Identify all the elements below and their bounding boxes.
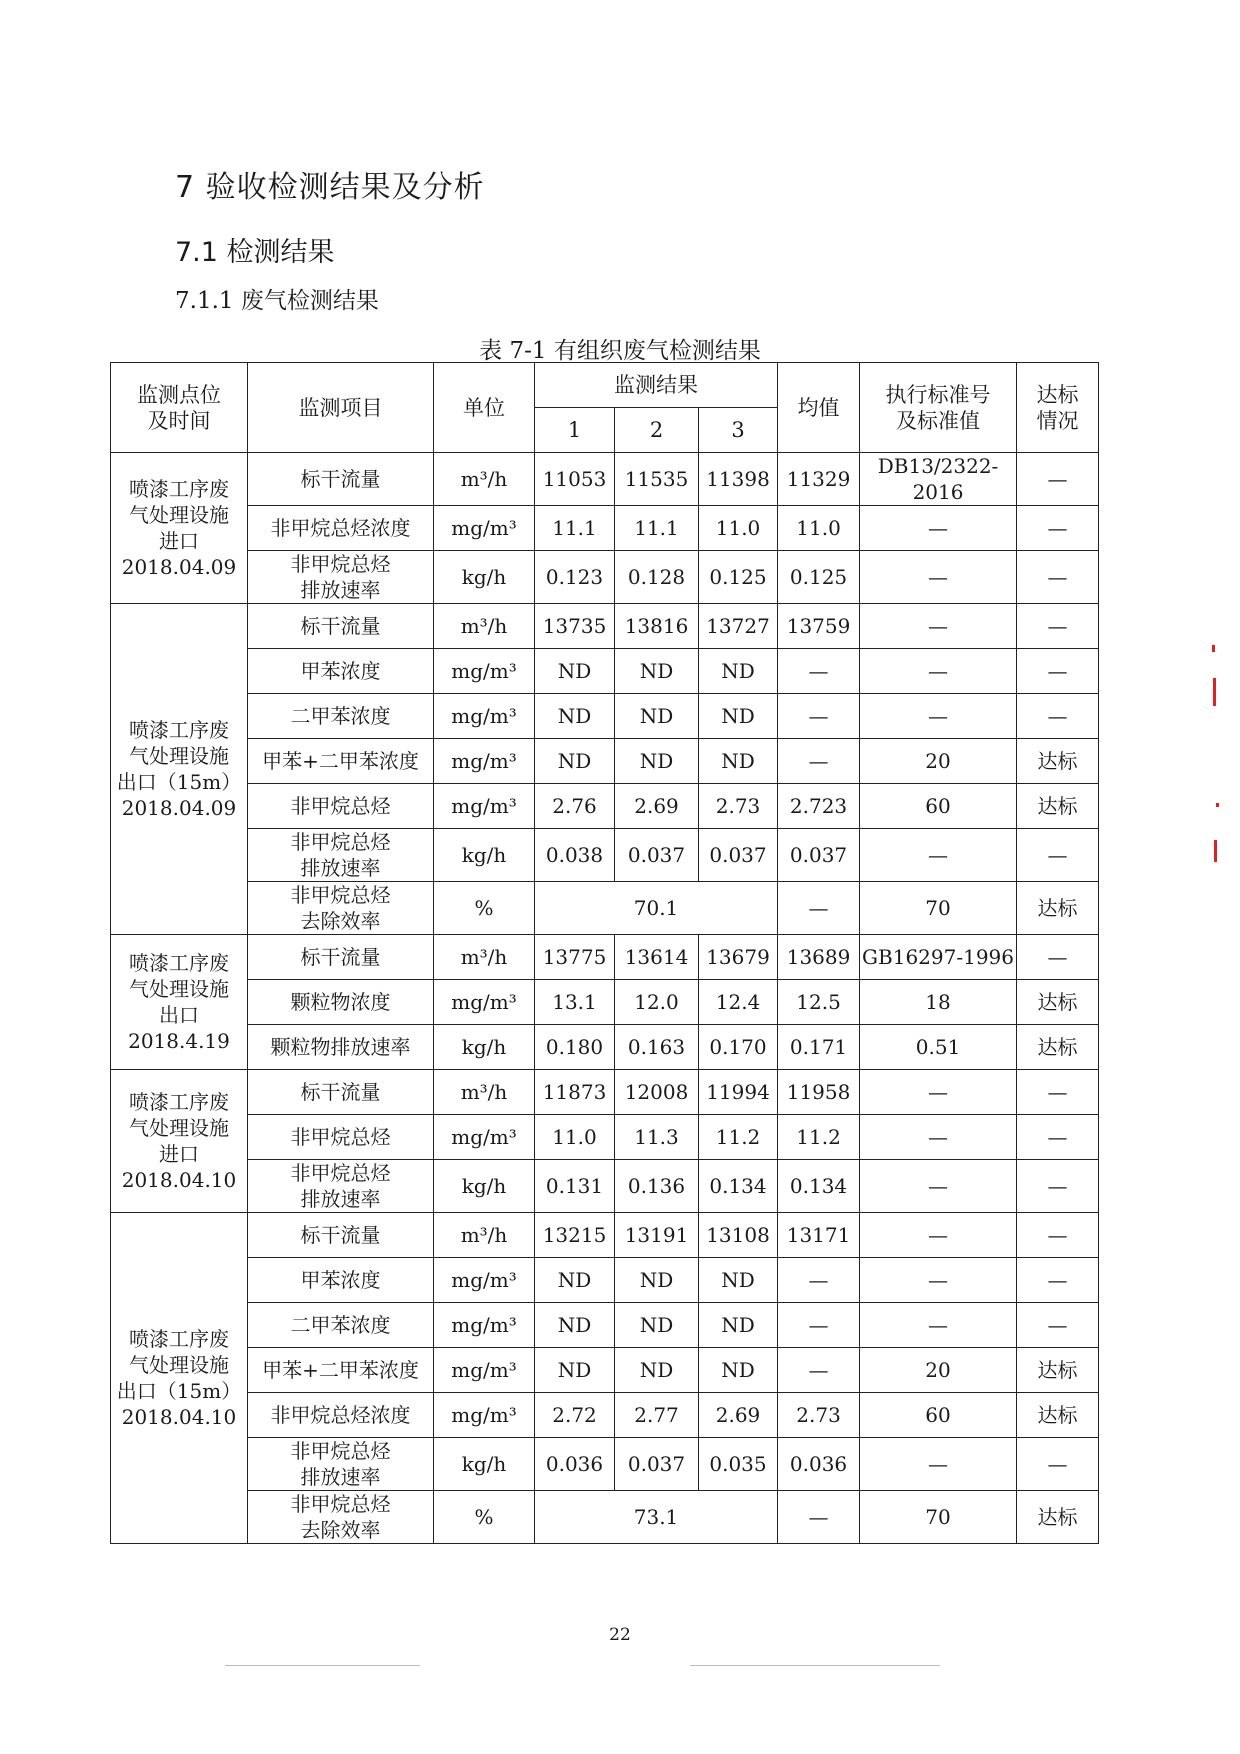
status-cell: 达标	[1017, 980, 1099, 1025]
header-result-3: 3	[699, 408, 778, 453]
table-row	[111, 935, 1099, 980]
standard-cell: —	[860, 1115, 1017, 1160]
result-cell: 2.77	[615, 1393, 699, 1438]
mean-cell: 0.171	[778, 1025, 860, 1070]
status-cell: —	[1017, 1303, 1099, 1348]
margin-mark	[1214, 840, 1217, 862]
header-result-1: 1	[535, 408, 615, 453]
item-cell: 二甲苯浓度	[248, 1303, 434, 1348]
subsection-heading: 7.1 检测结果	[175, 237, 335, 268]
unit-cell: %	[434, 882, 535, 935]
result-cell: 12.0	[615, 980, 699, 1025]
result-cell: ND	[535, 1303, 615, 1348]
standard-cell: 70	[860, 882, 1017, 935]
result-cell: 0.163	[615, 1025, 699, 1070]
result-cell: ND	[699, 739, 778, 784]
status-cell: —	[1017, 1213, 1099, 1258]
unit-cell: mg/m³	[434, 649, 535, 694]
result-cell: ND	[535, 649, 615, 694]
mean-cell: 0.036	[778, 1438, 860, 1491]
section-heading: 7 验收检测结果及分析	[175, 170, 485, 205]
result-cell: 11873	[535, 1070, 615, 1115]
table-row	[111, 1491, 1099, 1544]
table-row	[111, 604, 1099, 649]
result-cell: 0.136	[615, 1160, 699, 1213]
page-number: 22	[609, 1625, 631, 1645]
header-results: 监测结果	[535, 363, 778, 408]
result-cell: 11.1	[615, 506, 699, 551]
item-cell: 标干流量	[248, 1213, 434, 1258]
result-cell: 11.0	[699, 506, 778, 551]
table-row	[111, 1025, 1099, 1070]
subsubsection-heading: 7.1.1 废气检测结果	[175, 288, 379, 314]
standard-cell: —	[860, 1213, 1017, 1258]
status-cell: 达标	[1017, 739, 1099, 784]
result-cell: 0.125	[699, 551, 778, 604]
result-cell: ND	[615, 649, 699, 694]
unit-cell: kg/h	[434, 1025, 535, 1070]
standard-cell: —	[860, 1438, 1017, 1491]
result-cell: 2.69	[615, 784, 699, 829]
unit-cell: mg/m³	[434, 1303, 535, 1348]
result-cell: ND	[699, 694, 778, 739]
status-cell: 达标	[1017, 1393, 1099, 1438]
status-cell: —	[1017, 506, 1099, 551]
unit-cell: kg/h	[434, 551, 535, 604]
item-cell: 颗粒物浓度	[248, 980, 434, 1025]
item-cell: 非甲烷总烃 去除效率	[248, 1491, 434, 1544]
result-cell: 0.180	[535, 1025, 615, 1070]
mean-cell: —	[778, 739, 860, 784]
status-cell: —	[1017, 1115, 1099, 1160]
result-cell: ND	[615, 739, 699, 784]
standard-cell: 60	[860, 784, 1017, 829]
item-cell: 甲苯+二甲苯浓度	[248, 739, 434, 784]
merged-result-cell: 70.1	[535, 882, 778, 935]
status-cell: —	[1017, 1160, 1099, 1213]
standard-cell: 0.51	[860, 1025, 1017, 1070]
result-cell: 13727	[699, 604, 778, 649]
table-row	[111, 453, 1099, 506]
mean-cell: 11958	[778, 1070, 860, 1115]
mean-cell: 13759	[778, 604, 860, 649]
table-row	[111, 829, 1099, 882]
standard-cell: —	[860, 829, 1017, 882]
mean-cell: —	[778, 649, 860, 694]
status-cell: —	[1017, 1070, 1099, 1115]
result-cell: 11994	[699, 1070, 778, 1115]
header-mean: 均值	[778, 363, 860, 453]
result-cell: 2.76	[535, 784, 615, 829]
unit-cell: kg/h	[434, 1160, 535, 1213]
unit-cell: mg/m³	[434, 506, 535, 551]
standard-cell: 60	[860, 1393, 1017, 1438]
result-cell: 13215	[535, 1213, 615, 1258]
item-cell: 非甲烷总烃 排放速率	[248, 551, 434, 604]
result-cell: 11053	[535, 453, 615, 506]
result-cell: 13775	[535, 935, 615, 980]
result-cell: 13735	[535, 604, 615, 649]
result-cell: ND	[699, 1348, 778, 1393]
status-cell: —	[1017, 694, 1099, 739]
table-row	[111, 739, 1099, 784]
header-result-2: 2	[615, 408, 699, 453]
item-cell: 非甲烷总烃浓度	[248, 506, 434, 551]
result-cell: ND	[615, 1258, 699, 1303]
standard-cell: —	[860, 1258, 1017, 1303]
unit-cell: m³/h	[434, 1070, 535, 1115]
item-cell: 甲苯浓度	[248, 649, 434, 694]
result-cell: 0.035	[699, 1438, 778, 1491]
margin-mark	[1212, 645, 1215, 652]
mean-cell: 0.037	[778, 829, 860, 882]
item-cell: 甲苯+二甲苯浓度	[248, 1348, 434, 1393]
item-cell: 非甲烷总烃 排放速率	[248, 829, 434, 882]
result-cell: 13191	[615, 1213, 699, 1258]
mean-cell: —	[778, 882, 860, 935]
location-cell: 喷漆工序废 气处理设施 出口 2018.4.19	[111, 935, 248, 1070]
result-cell: 0.131	[535, 1160, 615, 1213]
standard-cell: —	[860, 1070, 1017, 1115]
status-cell: 达标	[1017, 1491, 1099, 1544]
result-cell: 0.037	[699, 829, 778, 882]
table-row	[111, 1258, 1099, 1303]
mean-cell: 2.73	[778, 1393, 860, 1438]
result-cell: 13679	[699, 935, 778, 980]
table-row	[111, 506, 1099, 551]
status-cell: —	[1017, 551, 1099, 604]
unit-cell: mg/m³	[434, 980, 535, 1025]
result-cell: ND	[535, 739, 615, 784]
margin-mark	[1213, 678, 1216, 706]
result-cell: 13614	[615, 935, 699, 980]
table-row	[111, 1115, 1099, 1160]
exhaust-gas-results-table	[110, 362, 1099, 1544]
footer-rule-left	[225, 1665, 420, 1666]
result-cell: 2.69	[699, 1393, 778, 1438]
result-cell: ND	[699, 649, 778, 694]
standard-cell: —	[860, 1160, 1017, 1213]
result-cell: 2.73	[699, 784, 778, 829]
status-cell: —	[1017, 604, 1099, 649]
result-cell: ND	[615, 694, 699, 739]
header-standard: 执行标准号 及标准值	[860, 363, 1017, 453]
status-cell: —	[1017, 453, 1099, 506]
result-cell: 11.2	[699, 1115, 778, 1160]
table-row	[111, 1160, 1099, 1213]
item-cell: 二甲苯浓度	[248, 694, 434, 739]
mean-cell: 12.5	[778, 980, 860, 1025]
header-status: 达标 情况	[1017, 363, 1099, 453]
mean-cell: —	[778, 1491, 860, 1544]
mean-cell: 13171	[778, 1213, 860, 1258]
table-row	[111, 694, 1099, 739]
mean-cell: —	[778, 1303, 860, 1348]
unit-cell: m³/h	[434, 1213, 535, 1258]
result-cell: 11.3	[615, 1115, 699, 1160]
standard-cell: —	[860, 506, 1017, 551]
result-cell: 0.123	[535, 551, 615, 604]
item-cell: 非甲烷总烃 排放速率	[248, 1160, 434, 1213]
item-cell: 颗粒物排放速率	[248, 1025, 434, 1070]
table-row	[111, 784, 1099, 829]
item-cell: 非甲烷总烃浓度	[248, 1393, 434, 1438]
unit-cell: %	[434, 1491, 535, 1544]
table-row	[111, 980, 1099, 1025]
standard-cell: —	[860, 604, 1017, 649]
standard-cell: —	[860, 551, 1017, 604]
status-cell: —	[1017, 649, 1099, 694]
item-cell: 非甲烷总烃 去除效率	[248, 882, 434, 935]
mean-cell: —	[778, 1258, 860, 1303]
mean-cell: 0.125	[778, 551, 860, 604]
item-cell: 标干流量	[248, 1070, 434, 1115]
standard-cell: 20	[860, 1348, 1017, 1393]
mean-cell: —	[778, 694, 860, 739]
standard-cell: 18	[860, 980, 1017, 1025]
margin-mark	[1216, 803, 1219, 807]
mean-cell: 11.2	[778, 1115, 860, 1160]
table-row	[111, 1070, 1099, 1115]
standard-cell: —	[860, 694, 1017, 739]
status-cell: —	[1017, 1258, 1099, 1303]
unit-cell: mg/m³	[434, 784, 535, 829]
result-cell: ND	[535, 694, 615, 739]
result-cell: 11.1	[535, 506, 615, 551]
standard-cell: GB16297-1996	[860, 935, 1017, 980]
result-cell: 11535	[615, 453, 699, 506]
item-cell: 非甲烷总烃	[248, 1115, 434, 1160]
unit-cell: kg/h	[434, 829, 535, 882]
unit-cell: mg/m³	[434, 1348, 535, 1393]
status-cell: 达标	[1017, 882, 1099, 935]
standard-cell: 70	[860, 1491, 1017, 1544]
standard-cell: DB13/2322-2016	[860, 453, 1017, 506]
table-row	[111, 1213, 1099, 1258]
mean-cell: 2.723	[778, 784, 860, 829]
table-row	[111, 1348, 1099, 1393]
unit-cell: mg/m³	[434, 1258, 535, 1303]
table-row	[111, 1393, 1099, 1438]
item-cell: 非甲烷总烃	[248, 784, 434, 829]
mean-cell: 0.134	[778, 1160, 860, 1213]
table-row	[111, 1303, 1099, 1348]
table-row	[111, 1438, 1099, 1491]
mean-cell: 11329	[778, 453, 860, 506]
table-row	[111, 649, 1099, 694]
status-cell: —	[1017, 935, 1099, 980]
result-cell: 0.170	[699, 1025, 778, 1070]
result-cell: ND	[535, 1348, 615, 1393]
result-cell: 0.037	[615, 829, 699, 882]
result-cell: 2.72	[535, 1393, 615, 1438]
result-cell: 0.128	[615, 551, 699, 604]
header-unit: 单位	[434, 363, 535, 453]
status-cell: 达标	[1017, 1348, 1099, 1393]
unit-cell: mg/m³	[434, 694, 535, 739]
item-cell: 非甲烷总烃 排放速率	[248, 1438, 434, 1491]
result-cell: 12008	[615, 1070, 699, 1115]
standard-cell: —	[860, 649, 1017, 694]
result-cell: 11398	[699, 453, 778, 506]
result-cell: 13.1	[535, 980, 615, 1025]
mean-cell: 11.0	[778, 506, 860, 551]
status-cell: 达标	[1017, 784, 1099, 829]
result-cell: 11.0	[535, 1115, 615, 1160]
standard-cell: 20	[860, 739, 1017, 784]
table-caption: 表 7-1 有组织废气检测结果	[479, 338, 761, 364]
table-row	[111, 882, 1099, 935]
unit-cell: mg/m³	[434, 1393, 535, 1438]
result-cell: 0.134	[699, 1160, 778, 1213]
unit-cell: m³/h	[434, 935, 535, 980]
item-cell: 甲苯浓度	[248, 1258, 434, 1303]
merged-result-cell: 73.1	[535, 1491, 778, 1544]
result-cell: ND	[615, 1303, 699, 1348]
mean-cell: —	[778, 1348, 860, 1393]
result-cell: 12.4	[699, 980, 778, 1025]
table-row	[111, 551, 1099, 604]
result-cell: 0.037	[615, 1438, 699, 1491]
result-cell: ND	[699, 1258, 778, 1303]
unit-cell: mg/m³	[434, 739, 535, 784]
unit-cell: mg/m³	[434, 1115, 535, 1160]
mean-cell: 13689	[778, 935, 860, 980]
unit-cell: m³/h	[434, 453, 535, 506]
result-cell: ND	[535, 1258, 615, 1303]
item-cell: 标干流量	[248, 453, 434, 506]
unit-cell: m³/h	[434, 604, 535, 649]
result-cell: 13816	[615, 604, 699, 649]
location-cell: 喷漆工序废 气处理设施 出口（15m） 2018.04.10	[111, 1213, 248, 1544]
status-cell: 达标	[1017, 1025, 1099, 1070]
location-cell: 喷漆工序废 气处理设施 出口（15m） 2018.04.09	[111, 604, 248, 935]
status-cell: —	[1017, 829, 1099, 882]
header-location: 监测点位 及时间	[111, 363, 248, 453]
location-cell: 喷漆工序废 气处理设施 进口 2018.04.09	[111, 453, 248, 604]
unit-cell: kg/h	[434, 1438, 535, 1491]
result-cell: 13108	[699, 1213, 778, 1258]
item-cell: 标干流量	[248, 604, 434, 649]
location-cell: 喷漆工序废 气处理设施 进口 2018.04.10	[111, 1070, 248, 1213]
result-cell: 0.036	[535, 1438, 615, 1491]
result-cell: ND	[699, 1303, 778, 1348]
result-cell: 0.038	[535, 829, 615, 882]
footer-rule-right	[690, 1665, 940, 1666]
item-cell: 标干流量	[248, 935, 434, 980]
status-cell: —	[1017, 1438, 1099, 1491]
result-cell: ND	[615, 1348, 699, 1393]
header-item: 监测项目	[248, 363, 434, 453]
standard-cell: —	[860, 1303, 1017, 1348]
